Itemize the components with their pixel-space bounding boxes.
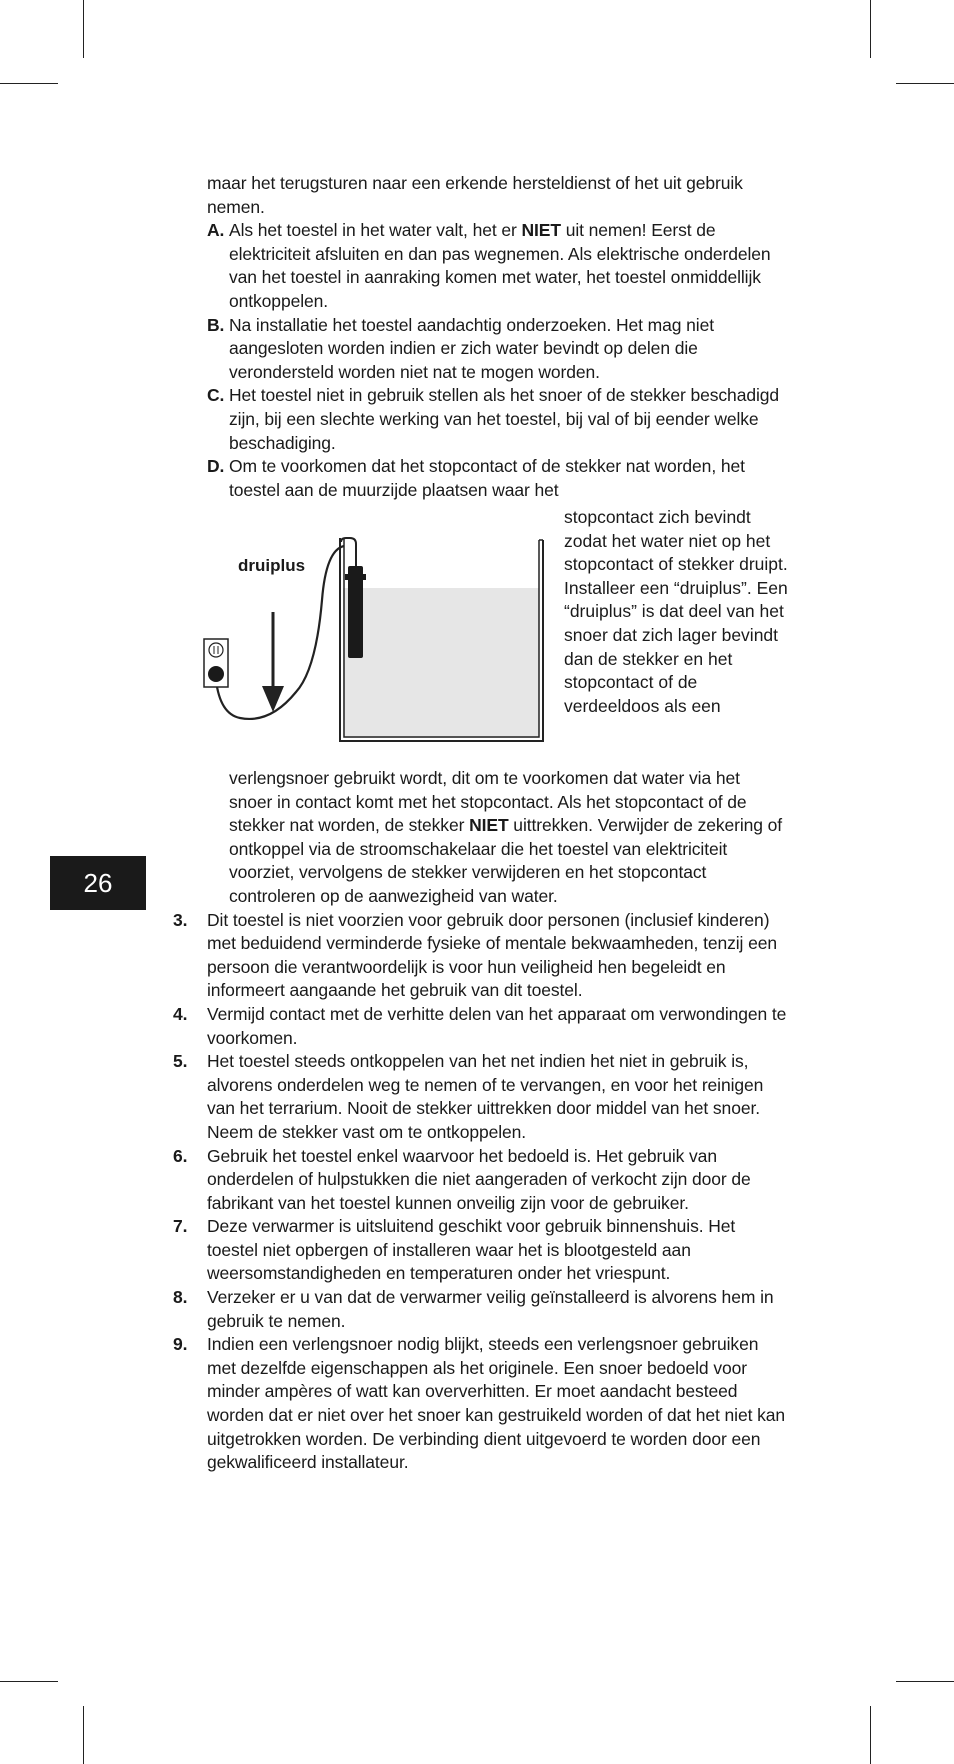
emphasis: NIET [521, 220, 561, 241]
sub-item-a [207, 219, 787, 313]
sub-item-d-continuation [207, 767, 787, 909]
list-item-text: Het toestel steeds ontkoppelen van het net indien het niet in gebruik is, alvorens onderdelen weg te nemen of te vervangen, en voor het reinigen van het terrarium. Nooit de stekker uittrekken door middel van het snoer. Neem de stekker vast om te ontkoppelen. [207, 1051, 764, 1142]
page-number: 26 [50, 856, 146, 910]
sub-item-c [207, 384, 787, 455]
sub-item-text: uit nemen! Eerst de elektriciteit afsluiten en dan pas wegnemen. Als elektrische onderdelen van het toestel in aanraking komen met water, het toestel onmiddellijk ontkoppelen. [229, 220, 771, 311]
sub-item-label: D. [207, 456, 225, 477]
crop-mark [0, 83, 58, 84]
sub-item-text: Na installatie het toestel aandachtig onderzoeken. Het mag niet aangesloten worden indien er zich water bevindt op delen die verondersteld worden niet nat te mogen worden. [229, 314, 714, 382]
crop-mark [870, 1706, 871, 1764]
outlet-socket [209, 643, 223, 657]
list-item-number: 3. [173, 909, 188, 930]
crop-mark [896, 1681, 954, 1682]
sub-item-text: Het toestel niet in gebruik stellen als het snoer of de stekker beschadigd zijn, bij een slechte werking van het toestel, bij val of bij eender welke beschadiging. [229, 385, 780, 453]
list-item-5 [173, 1050, 787, 1144]
list-item-number: 4. [173, 1003, 188, 1024]
list-item-number: 6. [173, 1145, 188, 1166]
list-item-text: Dit toestel is niet voorzien voor gebruik door personen (inclusief kinderen) met beduidend verminderde fysieke of mentale bekwaamheden, tenzij een persoon die verantwoordelijk is voor hun veiligheid hen begeleidt en informeert aangaande het gebruik van dit toestel. [207, 909, 777, 1001]
list-item-9 [173, 1333, 787, 1475]
text-block-top [207, 172, 787, 502]
drip-loop-figure [200, 520, 550, 750]
crop-mark [83, 1706, 84, 1764]
list-item-number: 7. [173, 1216, 188, 1237]
list-item-number: 8. [173, 1287, 188, 1308]
drip-loop-illustration [200, 520, 550, 750]
sub-item-label: A. [207, 220, 225, 241]
list-item-text: Deze verwarmer is uitsluitend geschikt voor gebruik binnenshuis. Het toestel niet opbergen of installeren waar het is blootgesteld aan weersomstandigheden en temperaturen onder het vriespunt. [207, 1216, 736, 1284]
sub-item-label: C. [207, 385, 225, 406]
sub-item-text: Om te voorkomen dat het stopcontact of de stekker nat worden, het toestel aan de muurzijde plaatsen waar het [229, 456, 745, 500]
list-item-text: Indien een verlengsnoer nodig blijkt, steeds een verlengsnoer gebruiken met dezelfde eigenschappen als het originele. Een snoer bedoeld voor minder ampères of watt kan oververhitten. Er moet aandacht besteed worden dat er niet over het snoer kan gestruikeld worden of dat het niet kan uitgetrokken worden. De verbinding dient uitgevoerd te worden door een gekwalificeerd installateur. [207, 1334, 786, 1473]
crop-mark [0, 1681, 58, 1682]
heater-clamp [345, 574, 366, 580]
text-block-bottom [173, 767, 787, 1475]
continuation-text: uittrekken. Verwijder de zekering of ontkoppel via de stroomschakelaar die het toestel van elektriciteit voorziet, vervolgens de stekker verwijderen en het stopcontact controleren op de aanwezigheid van water. [229, 815, 783, 906]
list-item-7 [173, 1215, 787, 1286]
list-item-8 [173, 1286, 787, 1333]
side-text: stopcontact zich bevindt zodat het water niet op het stopcontact of stekker druipt. Installeer een “druiplus”. Een “druiplus” is dat deel van het snoer dat zich lager bevindt dan de stekker en het stopcontact of de verdeeldoos als een [564, 507, 788, 716]
list-item-text: Vermijd contact met de verhitte delen van het apparaat om verwondingen te voorkomen. [207, 1003, 787, 1048]
figure-label: druiplus [238, 556, 306, 575]
sub-item-d [207, 455, 787, 502]
emphasis: NIET [469, 815, 509, 836]
tank-water [343, 588, 539, 738]
list-item-text: Gebruik het toestel enkel waarvoor het bedoeld is. Het gebruik van onderdelen of hulpstukken die niet aangeraden of verkocht zijn door de fabrikant van het toestel kunnen onveilig zijn voor de gebruiker. [207, 1145, 751, 1213]
list-item-3 [173, 909, 787, 1003]
crop-mark [83, 0, 84, 58]
sub-item-label: B. [207, 314, 225, 335]
list-item-6 [173, 1145, 787, 1216]
sub-item-b [207, 314, 787, 385]
crop-mark [896, 83, 954, 84]
continuation-text: verlengsnoer gebruikt wordt, dit om te voorkomen dat water via het snoer in contact komt met het stopcontact. Als het stopcontact of de stekker nat worden, de stekker [229, 768, 747, 836]
list-item-text: Verzeker er u van dat de verwarmer veilig geïnstalleerd is alvorens hem in gebruik te nemen. [207, 1287, 774, 1331]
plug-icon [208, 666, 224, 682]
sub-item-text: Als het toestel in het water valt, het er [229, 220, 522, 241]
crop-mark [870, 0, 871, 58]
list-item-4 [173, 1003, 787, 1050]
list-item-number: 5. [173, 1051, 188, 1072]
list-item-number: 9. [173, 1334, 188, 1355]
intro-paragraph: maar het terugsturen naar een erkende hersteldienst of het uit gebruik nemen. [207, 173, 743, 217]
